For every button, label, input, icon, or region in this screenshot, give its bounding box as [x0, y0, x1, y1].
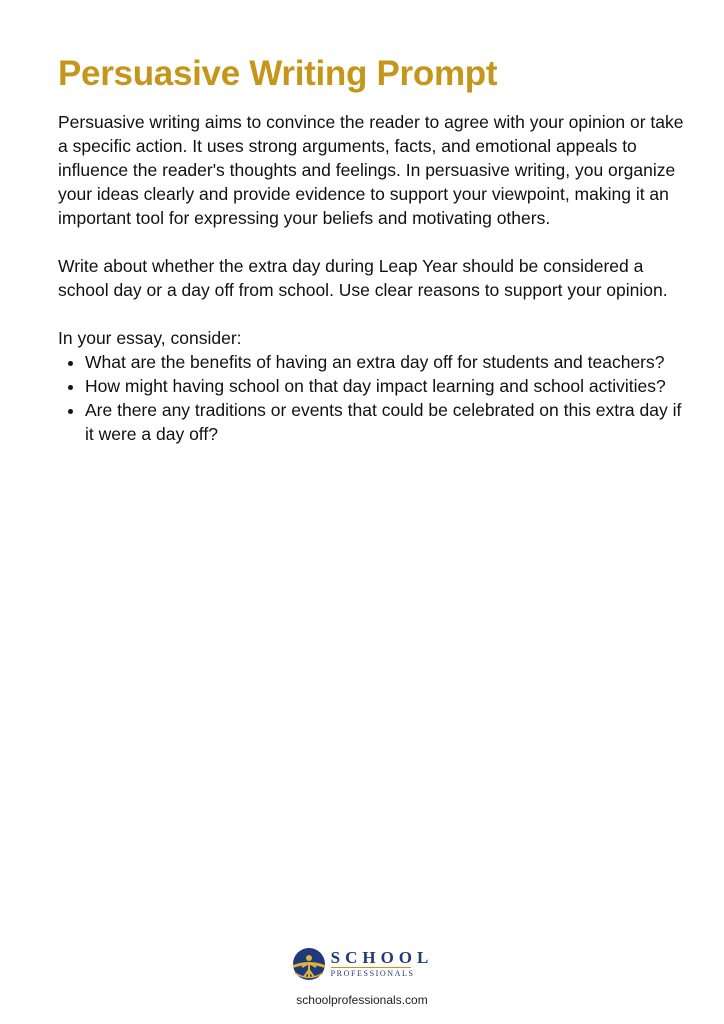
list-item: • What are the benefits of having an extra day off for students and teachers?	[85, 350, 688, 374]
prompt-body	[58, 110, 688, 446]
site-url: schoolprofessionals.com	[296, 993, 428, 1007]
list-item: • How might having school on that day impact learning and school activities?	[85, 374, 688, 398]
logo-divider	[331, 967, 411, 968]
globe-icon	[291, 946, 327, 982]
question-list	[58, 350, 688, 446]
school-professionals-logo	[291, 946, 434, 982]
list-item: • Are there any traditions or events that could be celebrated on this extra day if it were a day off?	[85, 398, 688, 446]
footer	[0, 946, 724, 1007]
page-title: Persuasive Writing Prompt	[58, 54, 498, 93]
intro-paragraph: Persuasive writing aims to convince the reader to agree with your opinion or take a specific action. It uses strong arguments, facts, and emotional appeals to influence the reader's thoughts and feelings. In persuasive writing, you organize your ideas clearly and provide evidence to support your viewpoint, making it an important tool for expressing your beliefs and motivating others.	[58, 112, 684, 228]
prompt-paragraph: Write about whether the extra day during Leap Year should be considered a school day or a day off from school. Use clear reasons to support your opinion.	[58, 256, 668, 300]
consider-lead: In your essay, consider:	[58, 328, 242, 348]
logo-subtitle: PROFESSIONALS	[330, 968, 415, 978]
logo-wordmark: SCHOOL	[330, 947, 434, 967]
